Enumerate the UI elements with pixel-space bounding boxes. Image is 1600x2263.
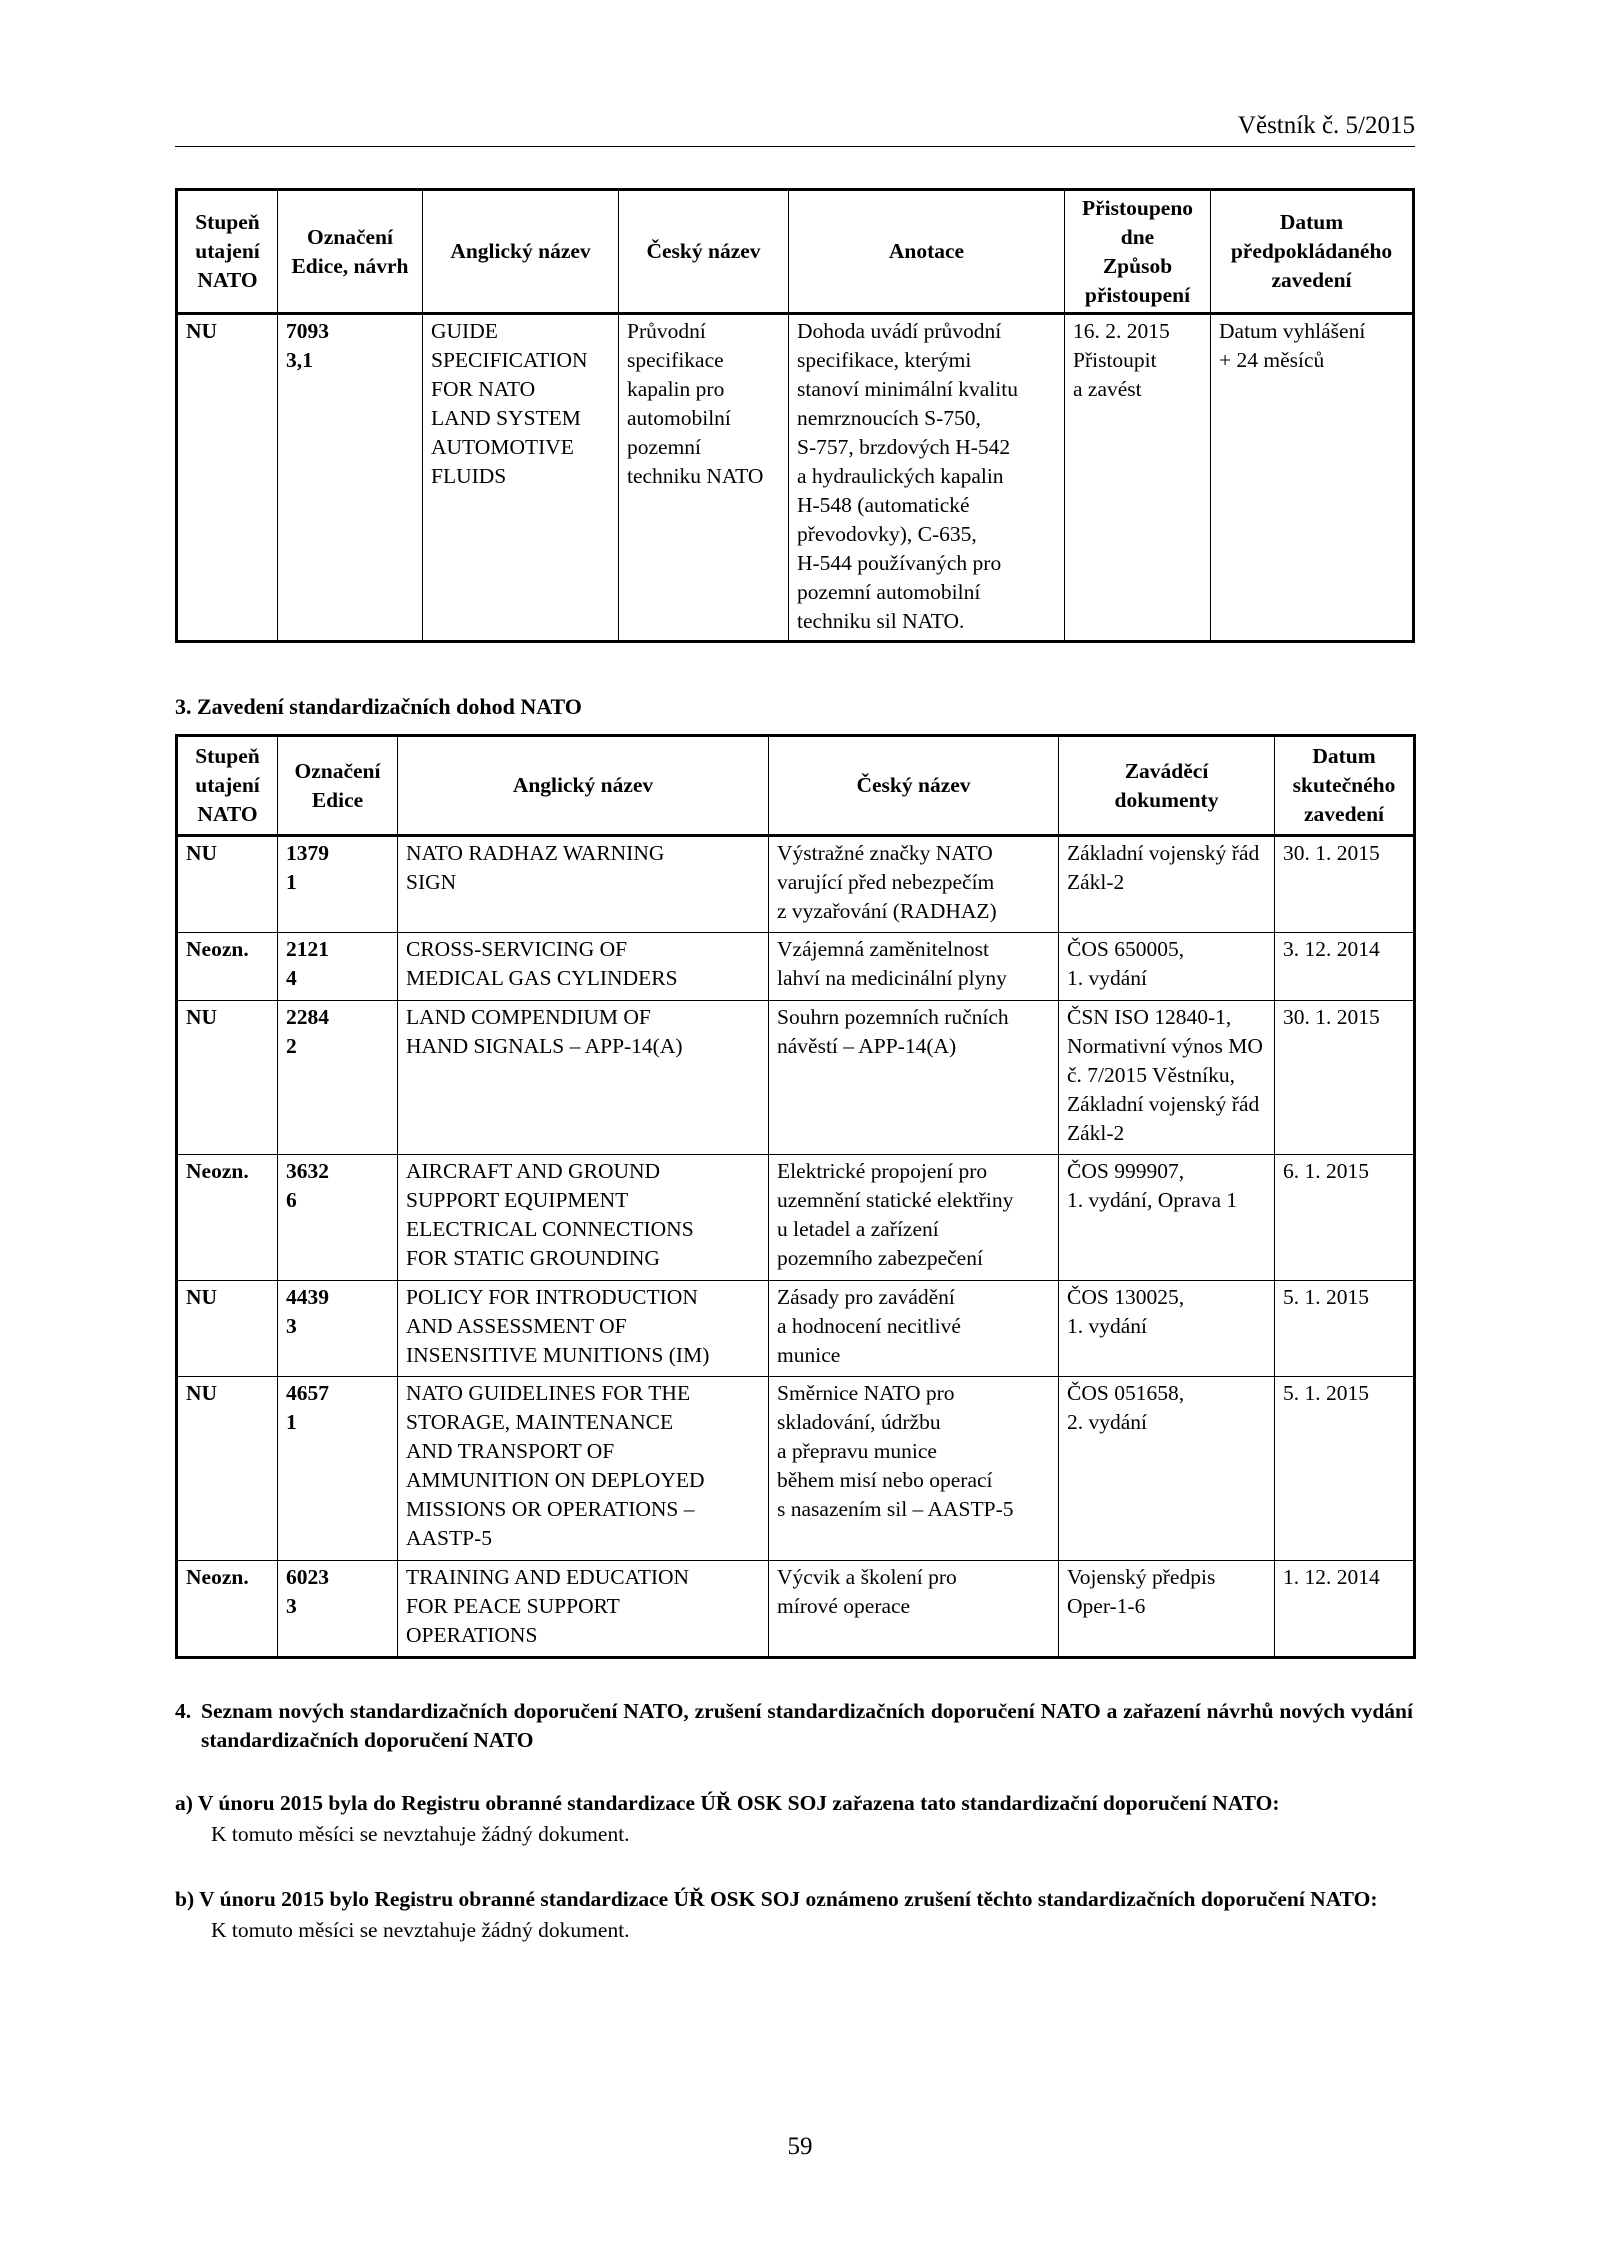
header-czech-name: Český název: [619, 190, 789, 314]
cell-czech-name: Průvodní specifikace kapalin pro automobilní pozemní techniku NATO: [619, 314, 789, 642]
cell-czech-name: Výcvik a školení pro mírové operace: [769, 1561, 1059, 1658]
cell-accession: 16. 2. 2015 Přistoupit a zavést: [1065, 314, 1211, 642]
cell-annotation: Dohoda uvádí průvodní specifikace, kterými stanoví minimální kvalitu nemrznoucích S-750, S-757, brzdových H-542 a hydraulických kapalin H-548 (automatické převodovky), C-635, H-544 používaných pro pozemní automobilní techniku sil NATO.: [789, 314, 1065, 642]
header-expected-date: Datum předpokládaného zavedení: [1211, 190, 1414, 314]
cell-expected-date: Datum vyhlášení + 24 měsíců: [1211, 314, 1414, 642]
cell-actual-date: 5. 1. 2015: [1275, 1377, 1415, 1561]
cell-actual-date: 3. 12. 2014: [1275, 933, 1415, 1001]
cell-english-name: TRAINING AND EDUCATION FOR PEACE SUPPORT OPERATIONS: [398, 1561, 769, 1658]
cell-edice: 7093 3,1: [278, 314, 423, 642]
header-level: Stupeň utajení NATO: [177, 736, 278, 836]
cell-level: NU: [177, 1281, 278, 1377]
cell-edice: 2284 2: [278, 1001, 398, 1155]
cell-english-name: POLICY FOR INTRODUCTION AND ASSESSMENT OF INSENSITIVE MUNITIONS (IM): [398, 1281, 769, 1377]
section-3-title: 3. Zavedení standardizačních dohod NATO: [175, 694, 582, 719]
header-edice: Označení Edice: [278, 736, 398, 836]
cell-documents: ČOS 051658, 2. vydání: [1059, 1377, 1275, 1561]
cell-documents: ČOS 130025, 1. vydání: [1059, 1281, 1275, 1377]
cell-czech-name: Souhrn pozemních ručních návěstí – APP-14(A): [769, 1001, 1059, 1155]
table-row: [177, 836, 1415, 933]
section-4-heading: [175, 1697, 1413, 1755]
cell-documents: Základní vojenský řád Zákl-2: [1059, 836, 1275, 933]
table-header-row: [177, 736, 1415, 836]
header-czech-name: Český název: [769, 736, 1059, 836]
cell-edice: 4439 3: [278, 1281, 398, 1377]
page-number: 59: [787, 2133, 813, 2160]
header-english-name: Anglický název: [398, 736, 769, 836]
section-4b-body: K tomuto měsíci se nevztahuje žádný dokument.: [211, 1918, 630, 1942]
cell-documents: Vojenský předpis Oper-1-6: [1059, 1561, 1275, 1658]
table-row: [177, 1155, 1415, 1281]
cell-english-name: LAND COMPENDIUM OF HAND SIGNALS – APP-14(A): [398, 1001, 769, 1155]
header-english-name: Anglický název: [423, 190, 619, 314]
section-4b-heading: b) V únoru 2015 bylo Registru obranné standardizace ÚŘ OSK SOJ oznámeno zrušení těchto standardizačních doporučení NATO:: [175, 1887, 1378, 1911]
cell-level: NU: [177, 1001, 278, 1155]
section-4a-heading: a) V únoru 2015 byla do Registru obranné standardizace ÚŘ OSK SOJ zařazena tato standardizační doporučení NATO:: [175, 1791, 1280, 1815]
table-row: [177, 1561, 1415, 1658]
accession-table: [175, 188, 1415, 643]
cell-english-name: CROSS-SERVICING OF MEDICAL GAS CYLINDERS: [398, 933, 769, 1001]
section-4a-body: K tomuto měsíci se nevztahuje žádný dokument.: [211, 1822, 630, 1846]
page-header: [175, 108, 1415, 147]
cell-actual-date: 1. 12. 2014: [1275, 1561, 1415, 1658]
table-header-row: [177, 190, 1414, 314]
cell-level: NU: [177, 836, 278, 933]
stanag-implementation-table: [175, 734, 1416, 1659]
cell-edice: 1379 1: [278, 836, 398, 933]
cell-documents: ČOS 650005, 1. vydání: [1059, 933, 1275, 1001]
cell-edice: 6023 3: [278, 1561, 398, 1658]
table-row: [177, 933, 1415, 1001]
cell-edice: 3632 6: [278, 1155, 398, 1281]
section-4-title: Seznam nových standardizačních doporučení NATO, zrušení standardizačních doporučení NATO a zařazení návrhů nových vydání standardizačních doporučení NATO: [201, 1699, 1413, 1752]
cell-actual-date: 6. 1. 2015: [1275, 1155, 1415, 1281]
cell-english-name: NATO RADHAZ WARNING SIGN: [398, 836, 769, 933]
header-level: Stupeň utajení NATO: [177, 190, 278, 314]
cell-level: Neozn.: [177, 933, 278, 1001]
cell-czech-name: Výstražné značky NATO varující před nebezpečím z vyzařování (RADHAZ): [769, 836, 1059, 933]
cell-czech-name: Zásady pro zavádění a hodnocení necitlivé munice: [769, 1281, 1059, 1377]
cell-edice: 4657 1: [278, 1377, 398, 1561]
table-row: [177, 1377, 1415, 1561]
cell-level: NU: [177, 1377, 278, 1561]
cell-czech-name: Elektrické propojení pro uzemnění statické elektřiny u letadel a zařízení pozemního zabezpečení: [769, 1155, 1059, 1281]
section-4-number: 4.: [175, 1699, 192, 1723]
cell-english-name: NATO GUIDELINES FOR THE STORAGE, MAINTENANCE AND TRANSPORT OF AMMUNITION ON DEPLOYED MISSIONS OR OPERATIONS – AASTP-5: [398, 1377, 769, 1561]
table-row: [177, 1281, 1415, 1377]
cell-documents: ČOS 999907, 1. vydání, Oprava 1: [1059, 1155, 1275, 1281]
cell-actual-date: 30. 1. 2015: [1275, 1001, 1415, 1155]
cell-documents: ČSN ISO 12840-1, Normativní výnos MO č. 7/2015 Věstníku, Základní vojenský řád Zákl-2: [1059, 1001, 1275, 1155]
header-documents: Zaváděcí dokumenty: [1059, 736, 1275, 836]
table-row: [177, 1001, 1415, 1155]
header-annotation: Anotace: [789, 190, 1065, 314]
header-edice: Označení Edice, návrh: [278, 190, 423, 314]
cell-english-name: AIRCRAFT AND GROUND SUPPORT EQUIPMENT ELECTRICAL CONNECTIONS FOR STATIC GROUNDING: [398, 1155, 769, 1281]
cell-english-name: GUIDE SPECIFICATION FOR NATO LAND SYSTEM AUTOMOTIVE FLUIDS: [423, 314, 619, 642]
table-row: [177, 314, 1414, 642]
cell-edice: 2121 4: [278, 933, 398, 1001]
cell-czech-name: Vzájemná zaměnitelnost lahví na medicinální plyny: [769, 933, 1059, 1001]
cell-czech-name: Směrnice NATO pro skladování, údržbu a přepravu munice během misí nebo operací s nasazením sil – AASTP-5: [769, 1377, 1059, 1561]
header-accession: Přistoupeno dne Způsob přistoupení: [1065, 190, 1211, 314]
header-actual-date: Datum skutečného zavedení: [1275, 736, 1415, 836]
cell-actual-date: 5. 1. 2015: [1275, 1281, 1415, 1377]
cell-level: NU: [177, 314, 278, 642]
cell-actual-date: 30. 1. 2015: [1275, 836, 1415, 933]
section-4b: [175, 1885, 1413, 1945]
section-4a: [175, 1789, 1413, 1849]
cell-level: Neozn.: [177, 1561, 278, 1658]
cell-level: Neozn.: [177, 1155, 278, 1281]
journal-issue: Věstník č. 5/2015: [1237, 112, 1415, 139]
